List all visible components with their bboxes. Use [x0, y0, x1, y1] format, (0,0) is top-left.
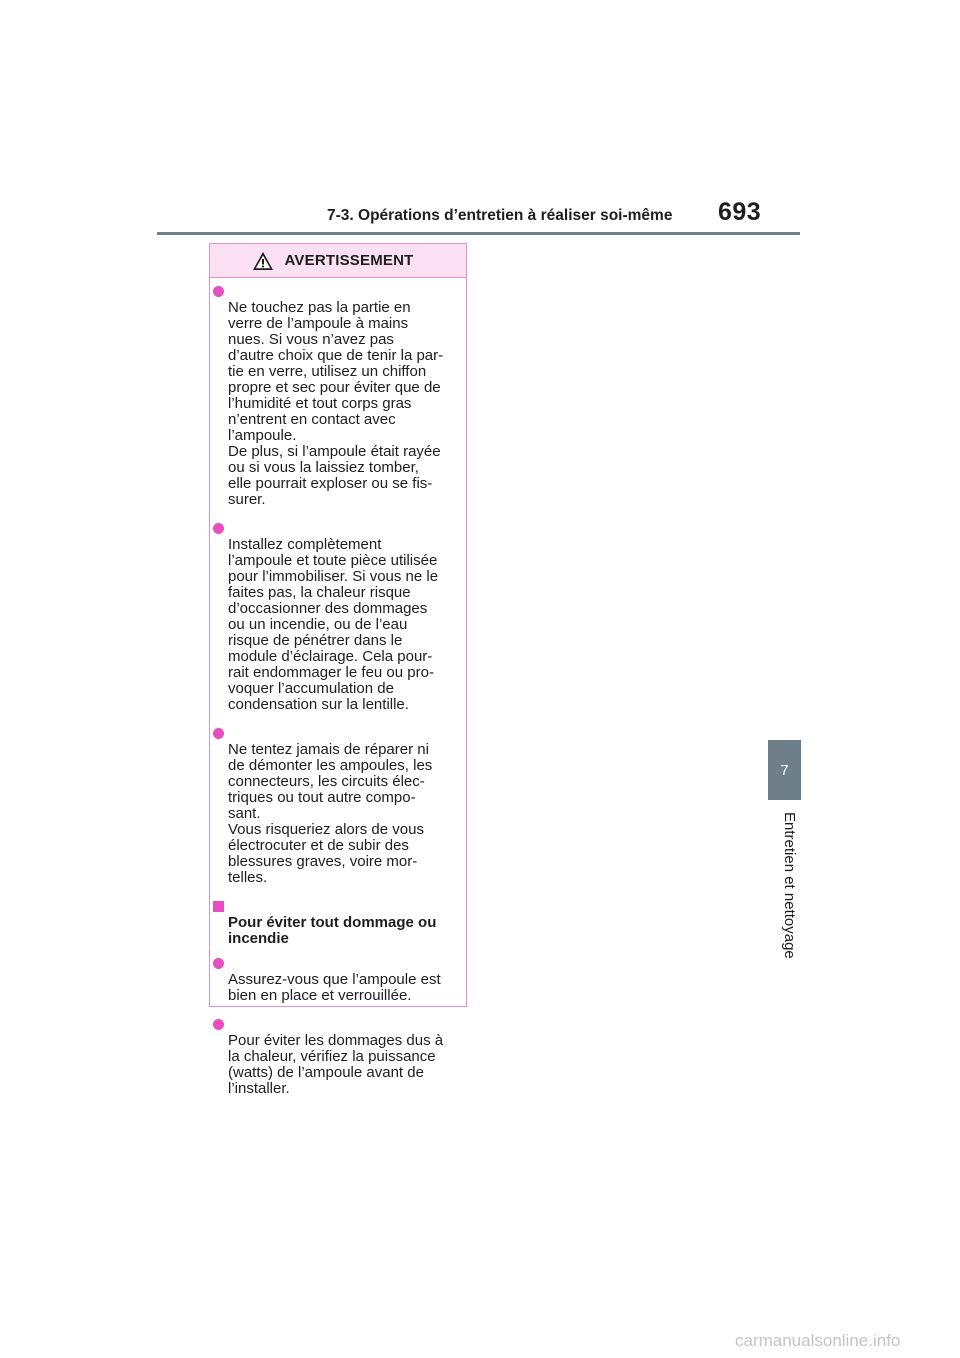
header-divider — [157, 232, 800, 235]
warning-item-text: Ne touchez pas la partie en verre de l’ampoule à mains nues. Si vous n’avez pas d’autre choix que de tenir la par- tie en verre, utilisez un chiffon propre et sec pour éviter que de l’humidité et tout corps gras n’entrent en contact avec l’ampoule. De plus, si l’ampoule était rayée ou si vous la laissiez tomber, elle pourrait exploser ou se fis- surer. — [228, 299, 444, 508]
warning-title: AVERTISSEMENT — [284, 252, 414, 269]
warning-item-text: Ne tentez jamais de réparer ni de démonter les ampoules, les connecteurs, les circuits élec- triques ou tout autre compo- sant. Vous risqueriez alors de vous électrocuter et de subir des blessures graves, voire mor- telles. — [228, 741, 433, 886]
watermark-text: carmanualsonline.info — [735, 1331, 901, 1350]
square-bullet-icon — [213, 901, 224, 912]
warning-item-text: Pour éviter les dommages dus à la chaleur, vérifiez la puissance (watts) de l’ampoule avant de l’installer. — [228, 1032, 444, 1097]
warning-item-text: Assurez-vous que l’ampoule est bien en place et verrouillée. — [228, 971, 441, 1004]
bullet-icon — [213, 286, 224, 297]
chapter-tab — [768, 740, 801, 800]
warning-item — [213, 521, 462, 713]
warning-item-text: Installez complètement l’ampoule et toute pièce utilisée pour l’immobiliser. Si vous ne le faites pas, la chaleur risque d’occasionner des dommages ou un incendie, ou de l’eau risque de pénétrer dans le module d’éclairage. Cela pour- rait endommager le feu ou pro- voquer l’accumulation de condensation sur la lentille. — [228, 536, 439, 713]
warning-body — [210, 278, 466, 1097]
warning-box — [209, 243, 467, 1097]
chapter-name: Entretien et nettoyage — [781, 812, 798, 959]
warning-item — [213, 956, 462, 1004]
bullet-icon — [213, 958, 224, 969]
warning-item — [213, 1017, 462, 1097]
warning-item — [213, 284, 462, 508]
warning-item — [213, 726, 462, 886]
warning-header — [210, 244, 466, 278]
chapter-number: 7 — [780, 761, 789, 779]
bullet-icon — [213, 728, 224, 739]
section-title: 7-3. Opérations d’entretien à réaliser soi-même — [327, 207, 673, 224]
page-number: 693 — [718, 198, 762, 226]
section-heading — [213, 899, 462, 947]
bullet-icon — [213, 523, 224, 534]
bullet-icon — [213, 1019, 224, 1030]
section-heading-text: Pour éviter tout dommage ou incendie — [228, 914, 437, 947]
warning-triangle-icon — [252, 251, 274, 271]
